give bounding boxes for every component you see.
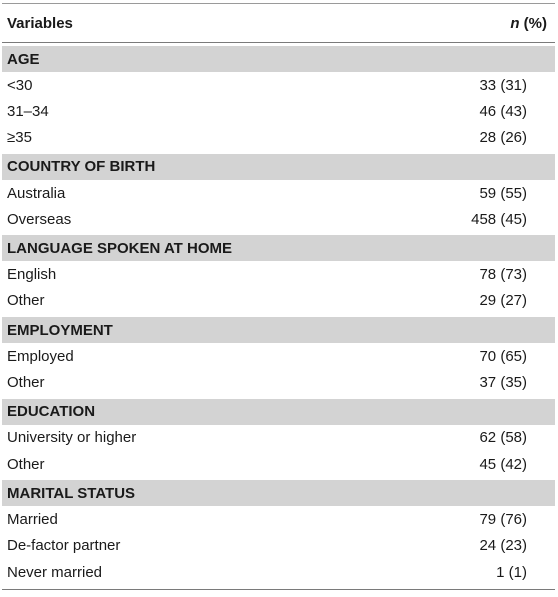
table-row — [2, 369, 555, 395]
section-education — [2, 399, 555, 478]
row-value: 62 (58) — [479, 429, 527, 447]
row-value: 45 (42) — [479, 455, 527, 473]
table-row — [2, 506, 555, 532]
table-row — [2, 180, 555, 206]
section-age — [2, 46, 555, 151]
table-bottom-rule — [2, 589, 555, 590]
row-value: 79 (76) — [479, 510, 527, 528]
row-label: Employed — [7, 347, 74, 365]
section-title: EMPLOYMENT — [2, 317, 555, 343]
row-value: 29 (27) — [479, 292, 527, 310]
row-label: Other — [7, 374, 45, 392]
table-row — [2, 288, 555, 314]
table-row — [2, 261, 555, 287]
section-title: AGE — [2, 46, 555, 72]
section-title: MARITAL STATUS — [2, 480, 555, 506]
data-table — [2, 3, 555, 590]
row-label: University or higher — [7, 429, 137, 447]
row-value: 59 (55) — [479, 184, 527, 202]
row-value: 46 (43) — [479, 102, 527, 120]
table-row — [2, 125, 555, 151]
table-row — [2, 559, 555, 585]
row-label: De-factor partner — [7, 537, 121, 555]
row-label: Married — [7, 510, 58, 528]
section-country-of-birth — [2, 154, 555, 233]
row-label: Never married — [7, 563, 103, 581]
header-n-percent — [510, 15, 555, 32]
row-label: Overseas — [7, 210, 72, 228]
row-value: 78 (73) — [479, 266, 527, 284]
table-header-rule — [2, 42, 555, 43]
section-language-spoken-at-home — [2, 235, 555, 314]
row-value: 458 (45) — [471, 210, 527, 228]
row-label: English — [7, 266, 57, 284]
table-row — [2, 98, 555, 124]
row-value: 37 (35) — [479, 374, 527, 392]
section-title: EDUCATION — [2, 399, 555, 425]
header-n: n — [510, 14, 520, 32]
section-employment — [2, 317, 555, 396]
table-row — [2, 343, 555, 369]
row-label: 31–34 — [7, 102, 49, 120]
section-marital-status — [2, 480, 555, 585]
table-row — [2, 425, 555, 451]
table-header-row — [2, 4, 555, 42]
table-row — [2, 451, 555, 477]
table-row — [2, 72, 555, 98]
header-percent: (%) — [519, 14, 547, 32]
table-row — [2, 206, 555, 232]
section-title: LANGUAGE SPOKEN AT HOME — [2, 235, 555, 261]
row-label: <30 — [7, 76, 33, 94]
row-label: Other — [7, 455, 45, 473]
table-row — [2, 533, 555, 559]
section-title: COUNTRY OF BIRTH — [2, 154, 555, 180]
row-value: 33 (31) — [479, 76, 527, 94]
row-label: ≥35 — [7, 129, 32, 147]
row-label: Other — [7, 292, 45, 310]
row-value: 70 (65) — [479, 347, 527, 365]
row-value: 1 (1) — [496, 563, 527, 581]
header-variables: Variables — [7, 14, 73, 32]
row-value: 28 (26) — [479, 129, 527, 147]
row-value: 24 (23) — [479, 537, 527, 555]
row-label: Australia — [7, 184, 66, 202]
